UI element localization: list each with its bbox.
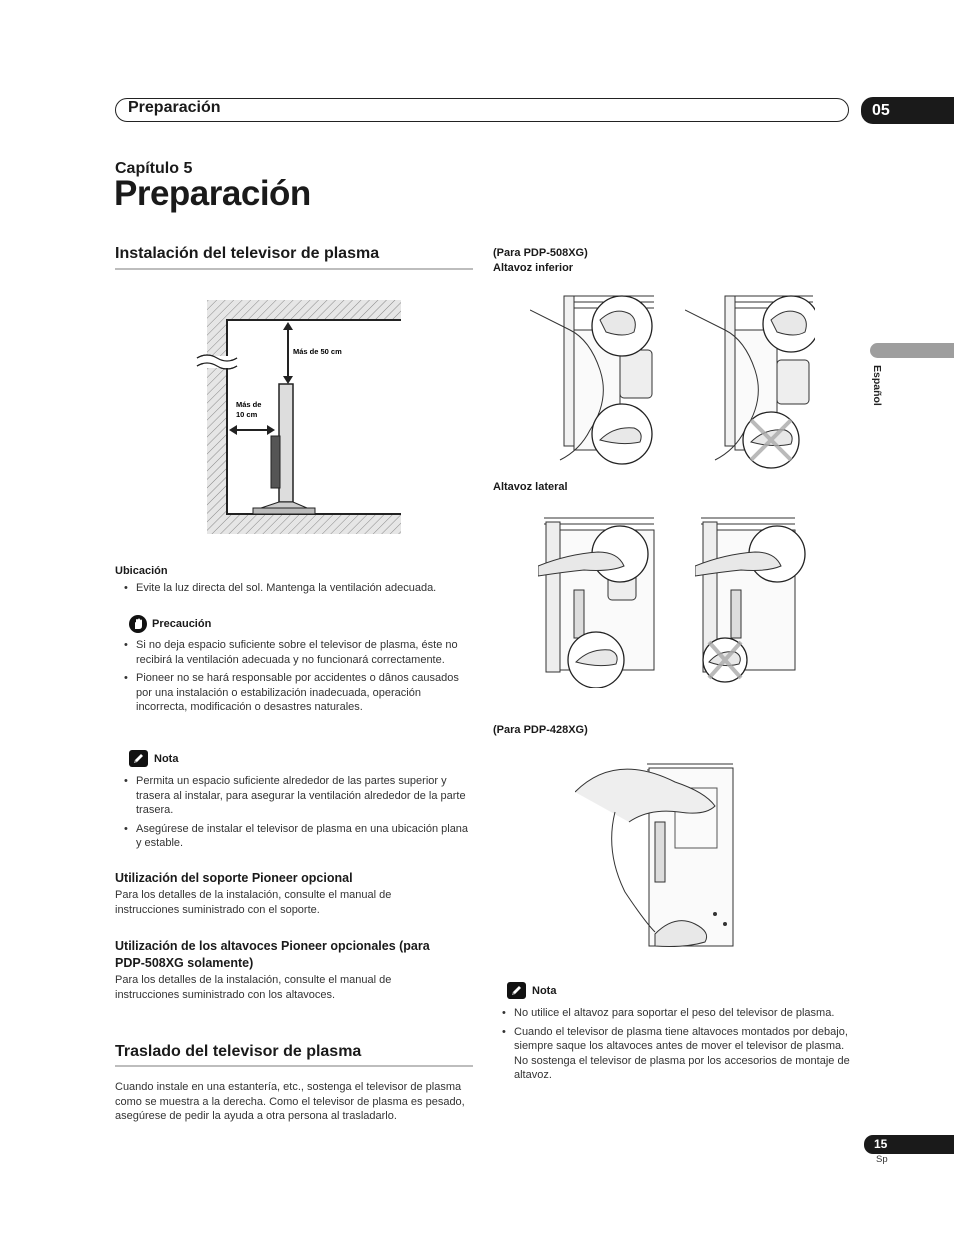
soporte-title: Utilización del soporte Pioneer opcional — [115, 871, 353, 885]
nota-heading-left — [129, 750, 178, 767]
pencil-note-icon — [129, 750, 148, 767]
nota-title: Nota — [532, 984, 557, 997]
list-item: • Permita un espacio suficiente alrededor de las partes superior y trasera al instalar, para asegurar la ventilación alrededor de la parte trasera. — [115, 774, 475, 818]
hand-caution-icon — [129, 615, 147, 633]
side-clearance-label-1: Más de — [236, 400, 262, 409]
side-clearance-label-2: 10 cm — [236, 410, 258, 419]
list-item: • Si no deja espacio suficiente sobre el televisor de plasma, éste no recibirá la ventilación adecuada y no funcionará correctamente. — [115, 638, 475, 667]
list-item: • Cuando el televisor de plasma tiene altavoces montados por debajo, siempre saque los altavoces antes de mover el televisor de plasma. No sostenga el televisor de plasma por los accesorios de montaje de altavoz. — [493, 1025, 853, 1083]
top-clearance-label: Más de 50 cm — [293, 347, 342, 356]
pdp428-carry-figure — [575, 752, 735, 957]
traslado-text: Cuando instale en una estantería, etc., sostenga el televisor de plasma como se muestra a la derecha. Como el televisor de plasma es pesado, asegúrese de pedir la ayuda a otra persona al trasladarlo. — [115, 1081, 465, 1122]
list-item: • No utilice el altavoz para soportar el peso del televisor de plasma. — [493, 1006, 853, 1021]
page-number-tab: 15 — [864, 1135, 954, 1154]
side-speaker-correct-figure — [538, 510, 656, 688]
pencil-note-icon — [507, 982, 526, 999]
list-item: • Pioneer no se hará responsable por accidentes o dânos causados por una instalación o estabilización inadecuada, operación incorrecta, modificación o desastres naturales. — [115, 671, 475, 715]
list-item: • Evite la luz directa del sol. Mantenga la ventilación adecuada. — [115, 581, 475, 596]
precaucion-heading — [129, 615, 211, 633]
page-lang-code: Sp — [876, 1154, 888, 1165]
altavoces-title-line1: Utilización de los altavoces Pioneer opcionales (para — [115, 939, 430, 953]
altavoces-text: Para los detalles de la instalación, consulte el manual de instrucciones suministrado con los altavoces. — [115, 974, 392, 1001]
chapter-label: Capítulo 5 — [115, 160, 193, 177]
altavoces-title-line2: PDP-508XG solamente) — [115, 956, 254, 970]
nota-heading-right — [507, 982, 556, 999]
side-speaker-incorrect-figure — [695, 510, 813, 688]
language-label: Español — [871, 365, 883, 406]
tv-panel — [279, 384, 293, 502]
nota-list-left — [115, 774, 475, 855]
soporte-text: Para los detalles de la instalación, consulte el manual de instrucciones suministrado con el soporte. — [115, 889, 392, 916]
nota-list-right — [493, 1006, 853, 1087]
nota-title: Nota — [154, 752, 179, 765]
list-item: • Asegúrese de instalar el televisor de plasma en una ubicación plana y estable. — [115, 822, 475, 851]
section-rule — [115, 1065, 473, 1067]
ubicacion-list — [115, 581, 475, 600]
pdp428-label: (Para PDP-428XG) — [493, 724, 588, 736]
traslado-section-title: Traslado del televisor de plasma — [115, 1043, 362, 1060]
section-rule — [115, 268, 473, 270]
installation-clearance-diagram — [195, 296, 405, 538]
header-bar — [115, 98, 849, 122]
chapter-title: Preparación — [114, 174, 311, 213]
header-title: Preparación — [128, 99, 221, 116]
lower-speaker-correct-figure — [530, 290, 660, 470]
altavoz-inferior-label: Altavoz inferior — [493, 262, 574, 274]
precaucion-list — [115, 638, 475, 719]
precaucion-title: Precaución — [152, 618, 212, 630]
language-tab — [870, 343, 954, 358]
pdp508-label: (Para PDP-508XG) — [493, 247, 588, 259]
lower-speaker-incorrect-figure — [685, 290, 815, 470]
chapter-number-tab: 05 — [861, 97, 954, 124]
install-section-title: Instalación del televisor de plasma — [115, 245, 380, 262]
altavoz-lateral-label: Altavoz lateral — [493, 481, 568, 493]
ubicacion-title: Ubicación — [115, 565, 168, 577]
